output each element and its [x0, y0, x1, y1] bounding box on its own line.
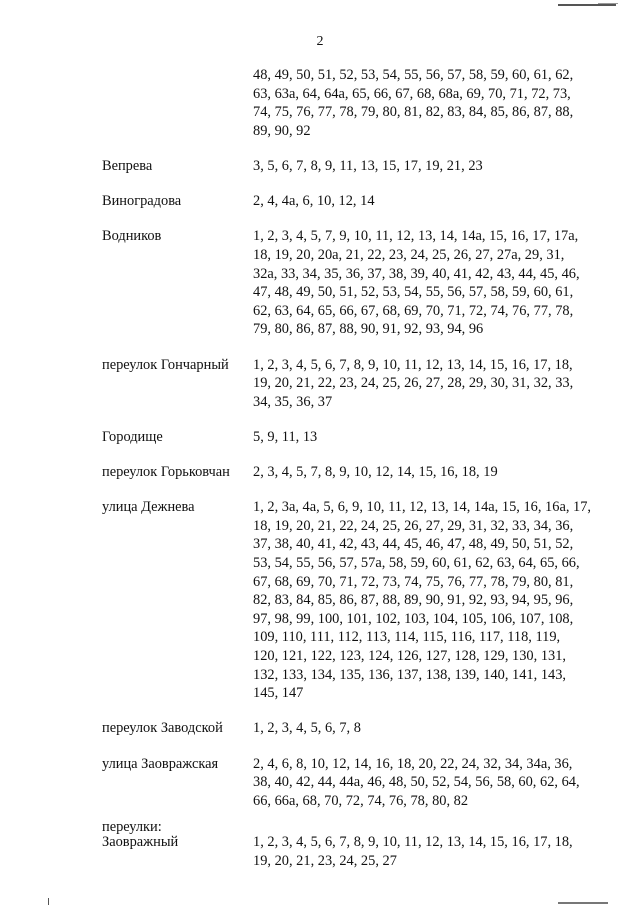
house-numbers-line: 67, 68, 69, 70, 71, 72, 73, 74, 75, 76, 77, 78, 79, 80, 81,: [253, 573, 574, 590]
house-numbers-line: 53, 54, 55, 56, 57, 57а, 58, 59, 60, 61, 62, 63, 64, 65, 66,: [253, 555, 580, 572]
street-name: переулок Горьковчан: [102, 464, 230, 481]
house-numbers-line: 79, 80, 86, 87, 88, 90, 91, 92, 93, 94, 96: [253, 321, 484, 338]
house-numbers-line: 19, 20, 21, 23, 24, 25, 27: [253, 852, 397, 869]
street-row: [0, 356, 640, 412]
house-numbers-line: 2, 3, 4, 5, 7, 8, 9, 10, 12, 14, 15, 16, 18, 19: [253, 464, 498, 481]
street-name: переулок Заводской: [102, 720, 223, 737]
house-numbers-line: 37, 38, 40, 41, 42, 43, 44, 45, 46, 47, 48, 49, 50, 51, 52,: [253, 536, 574, 553]
house-numbers: [253, 833, 605, 870]
house-numbers-line: 66, 66а, 68, 70, 72, 74, 76, 78, 80, 82: [253, 792, 469, 809]
house-numbers-line: 82, 83, 84, 85, 86, 87, 88, 89, 90, 91, 92, 93, 94, 95, 96,: [253, 592, 574, 609]
house-numbers-line: 145, 147: [253, 685, 304, 702]
street-row: [0, 428, 640, 447]
street-row: [0, 157, 640, 176]
house-numbers-line: 97, 98, 99, 100, 101, 102, 103, 104, 105, 106, 107, 108,: [253, 610, 574, 627]
street-list: [0, 66, 640, 870]
street-row: [0, 227, 640, 339]
house-numbers-line: 1, 2, 3а, 4а, 5, 6, 9, 10, 11, 12, 13, 14, 14а, 15, 16, 16а, 17,: [253, 499, 592, 516]
house-numbers-line: 38, 40, 42, 44, 44а, 46, 48, 50, 52, 54, 56, 58, 60, 62, 64,: [253, 774, 580, 791]
house-numbers-line: 32а, 33, 34, 35, 36, 37, 38, 39, 40, 41, 42, 43, 44, 45, 46,: [253, 265, 580, 282]
house-numbers: [253, 157, 605, 176]
house-numbers-line: 62, 63, 64, 65, 66, 67, 68, 69, 70, 71, 72, 74, 76, 77, 78,: [253, 302, 574, 319]
house-numbers-line: 63, 63а, 64, 64а, 65, 66, 67, 68, 68а, 69, 70, 71, 72, 73,: [253, 85, 571, 102]
scan-mark-bottom: [558, 902, 608, 904]
scan-mark-left: [48, 898, 49, 905]
house-numbers: [253, 755, 605, 811]
street-row: [0, 833, 640, 870]
house-numbers: [253, 498, 605, 703]
street-row: [0, 66, 640, 140]
lanes-heading: переулки:: [102, 819, 162, 836]
page-number: 2: [316, 34, 324, 49]
house-numbers-line: 89, 90, 92: [253, 122, 311, 139]
house-numbers-line: 18, 19, 20, 21, 22, 24, 25, 26, 27, 29, 31, 32, 33, 34, 36,: [253, 517, 574, 534]
house-numbers-line: 1, 2, 3, 4, 5, 6, 7, 8: [253, 720, 361, 737]
house-numbers-line: 5, 9, 11, 13: [253, 428, 318, 445]
street-name: Водников: [102, 228, 162, 245]
scan-mark-top: [558, 4, 616, 6]
house-numbers-line: 1, 2, 3, 4, 5, 6, 7, 8, 9, 10, 11, 12, 13, 14, 15, 16, 17, 18,: [253, 356, 573, 373]
scan-mark-top-faint: [598, 3, 618, 4]
house-numbers: [253, 356, 605, 412]
street-name: переулок Гончарный: [102, 356, 229, 373]
house-numbers-line: 132, 133, 134, 135, 136, 137, 138, 139, 140, 141, 143,: [253, 666, 566, 683]
house-numbers: [253, 719, 605, 738]
house-numbers: [253, 463, 605, 482]
street-name: улица Дежнева: [102, 499, 195, 516]
street-name: Виноградова: [102, 193, 182, 210]
house-numbers-line: 34, 35, 36, 37: [253, 393, 333, 410]
street-row: [0, 463, 640, 482]
street-name: Городище: [102, 428, 163, 445]
street-row: [0, 498, 640, 703]
house-numbers: [253, 192, 605, 211]
house-numbers-line: 1, 2, 3, 4, 5, 7, 9, 10, 11, 12, 13, 14, 14а, 15, 16, 17, 17а,: [253, 228, 579, 245]
street-name: Заовражный: [102, 833, 179, 850]
house-numbers: [253, 428, 605, 447]
street-row: [0, 755, 640, 811]
house-numbers-line: 3, 5, 6, 7, 8, 9, 11, 13, 15, 17, 19, 21, 23: [253, 157, 483, 174]
house-numbers-line: 109, 110, 111, 112, 113, 114, 115, 116, 117, 118, 119,: [253, 629, 561, 646]
house-numbers-line: 2, 4, 6, 8, 10, 12, 14, 16, 18, 20, 22, 24, 32, 34, 34а, 36,: [253, 755, 573, 772]
street-row: [0, 719, 640, 738]
house-numbers: [253, 66, 605, 140]
house-numbers-line: 74, 75, 76, 77, 78, 79, 80, 81, 82, 83, 84, 85, 86, 87, 88,: [253, 104, 574, 121]
street-row: [0, 192, 640, 211]
house-numbers-line: 19, 20, 21, 22, 23, 24, 25, 26, 27, 28, 29, 30, 31, 32, 33,: [253, 375, 574, 392]
house-numbers-line: 120, 121, 122, 123, 124, 126, 127, 128, 129, 130, 131,: [253, 648, 566, 664]
street-name: улица Заовражская: [102, 755, 219, 772]
house-numbers-line: 1, 2, 3, 4, 5, 6, 7, 8, 9, 10, 11, 12, 13, 14, 15, 16, 17, 18,: [253, 833, 573, 850]
house-numbers-line: 48, 49, 50, 51, 52, 53, 54, 55, 56, 57, 58, 59, 60, 61, 62,: [253, 67, 574, 83]
street-name: Вепрева: [102, 157, 153, 174]
house-numbers-line: 47, 48, 49, 50, 51, 52, 53, 54, 55, 56, 57, 58, 59, 60, 61,: [253, 284, 574, 301]
house-numbers: [253, 227, 605, 339]
house-numbers-line: 18, 19, 20, 20а, 21, 22, 23, 24, 25, 26, 27, 27а, 29, 31,: [253, 246, 565, 263]
house-numbers-line: 2, 4, 4а, 6, 10, 12, 14: [253, 193, 375, 210]
